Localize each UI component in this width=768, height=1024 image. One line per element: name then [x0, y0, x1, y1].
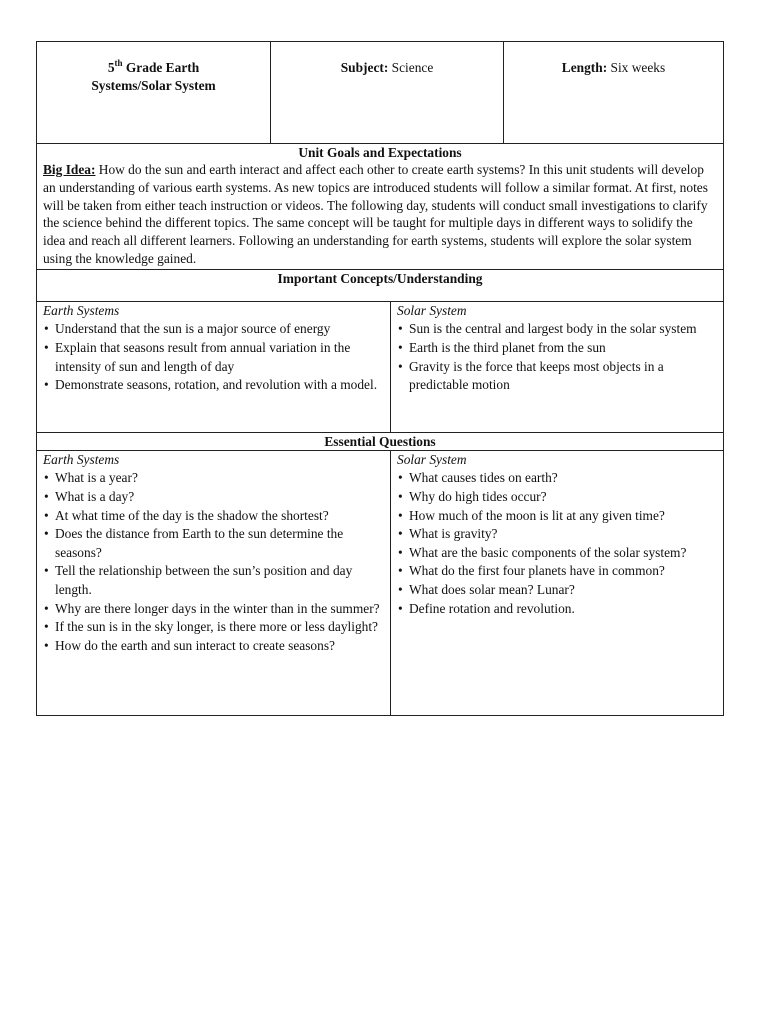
- goals-row: [37, 144, 724, 270]
- bullet-item: • Define rotation and revolution.: [397, 600, 717, 619]
- concepts-solar-list: [397, 320, 717, 394]
- length-cell: [504, 42, 724, 144]
- bullet-item: • Why do high tides occur?: [397, 488, 717, 507]
- bullet-item: • Explain that seasons result from annual variation in the intensity of sun and length of day: [43, 339, 384, 376]
- bullet-item: • Understand that the sun is a major source of energy: [43, 320, 384, 339]
- bullet-item: • What causes tides on earth?: [397, 469, 717, 488]
- big-idea-text: How do the sun and earth interact and affect each other to create earth systems? In this unit students will develop an understanding of various earth systems. As new topics are introduced students will follow a similar format. At first, notes will be taken from either teach instruction or videos. The following day, students will conduct small investigations to clarify the science behind the different topics. The same concept will be taught for multiple days in different ways to solidify the idea and reach all different learners. Following an understanding for earth systems, students will explore the solar system using the knowledge gained.: [43, 162, 708, 266]
- concepts-earth-title: Earth Systems: [43, 302, 120, 318]
- questions-earth-cell: [37, 450, 391, 715]
- bullet-item: • What is gravity?: [397, 525, 717, 544]
- questions-earth-title: Earth Systems: [43, 451, 120, 467]
- big-idea-paragraph: [43, 161, 717, 269]
- unit-title-line1: 5th Grade Earth: [107, 58, 200, 75]
- concepts-solar-title: Solar System: [397, 302, 467, 318]
- big-idea-label: Big Idea:: [43, 162, 96, 177]
- unit-plan-document: [36, 41, 723, 716]
- goals-cell: [37, 144, 724, 270]
- bullet-item: • Demonstrate seasons, rotation, and revolution with a model.: [43, 376, 384, 395]
- questions-solar-list: [397, 469, 717, 618]
- questions-solar-cell: [391, 450, 724, 715]
- bullet-item: • What are the basic components of the solar system?: [397, 544, 717, 563]
- concepts-solar-cell: [391, 301, 724, 432]
- concepts-row: [37, 301, 724, 432]
- concepts-heading-row: [37, 269, 724, 301]
- bullet-item: • At what time of the day is the shadow the shortest?: [43, 507, 384, 526]
- bullet-item: • Does the distance from Earth to the sun determine the seasons?: [43, 525, 384, 562]
- bullet-item: • What does solar mean? Lunar?: [397, 581, 717, 600]
- concepts-earth-list: [43, 320, 384, 394]
- questions-earth-list: [43, 469, 384, 655]
- concepts-earth-cell: [37, 301, 391, 432]
- bullet-item: • How do the earth and sun interact to create seasons?: [43, 637, 384, 656]
- bullet-item: • If the sun is in the sky longer, is there more or less daylight?: [43, 618, 384, 637]
- unit-title-line2: Systems/Solar System: [91, 78, 216, 93]
- bullet-item: • Tell the relationship between the sun’s position and day length.: [43, 562, 384, 599]
- bullet-item: • What is a day?: [43, 488, 384, 507]
- unit-title-cell: [37, 42, 271, 144]
- bullet-item: • Why are there longer days in the winter than in the summer?: [43, 600, 384, 619]
- concepts-heading: Important Concepts/Understanding: [37, 269, 724, 301]
- unit-plan-table: [36, 41, 724, 716]
- questions-row: [37, 450, 724, 715]
- length-value: Six weeks: [607, 60, 666, 75]
- length-label: Length:: [561, 60, 608, 75]
- subject-cell: [271, 42, 504, 144]
- header-row: [37, 42, 724, 144]
- bullet-item: • How much of the moon is lit at any given time?: [397, 507, 717, 526]
- goals-heading: Unit Goals and Expectations: [298, 145, 462, 160]
- bullet-item: • Earth is the third planet from the sun: [397, 339, 717, 358]
- bullet-item: • Gravity is the force that keeps most objects in a predictable motion: [397, 358, 717, 395]
- bullet-item: • Sun is the central and largest body in the solar system: [397, 320, 717, 339]
- bullet-item: • What do the first four planets have in common?: [397, 562, 717, 581]
- questions-heading: Essential Questions: [37, 432, 724, 450]
- subject-value: Science: [388, 60, 434, 75]
- bullet-item: • What is a year?: [43, 469, 384, 488]
- subject-label: Subject:: [340, 60, 389, 75]
- questions-heading-row: [37, 432, 724, 450]
- questions-solar-title: Solar System: [397, 451, 467, 467]
